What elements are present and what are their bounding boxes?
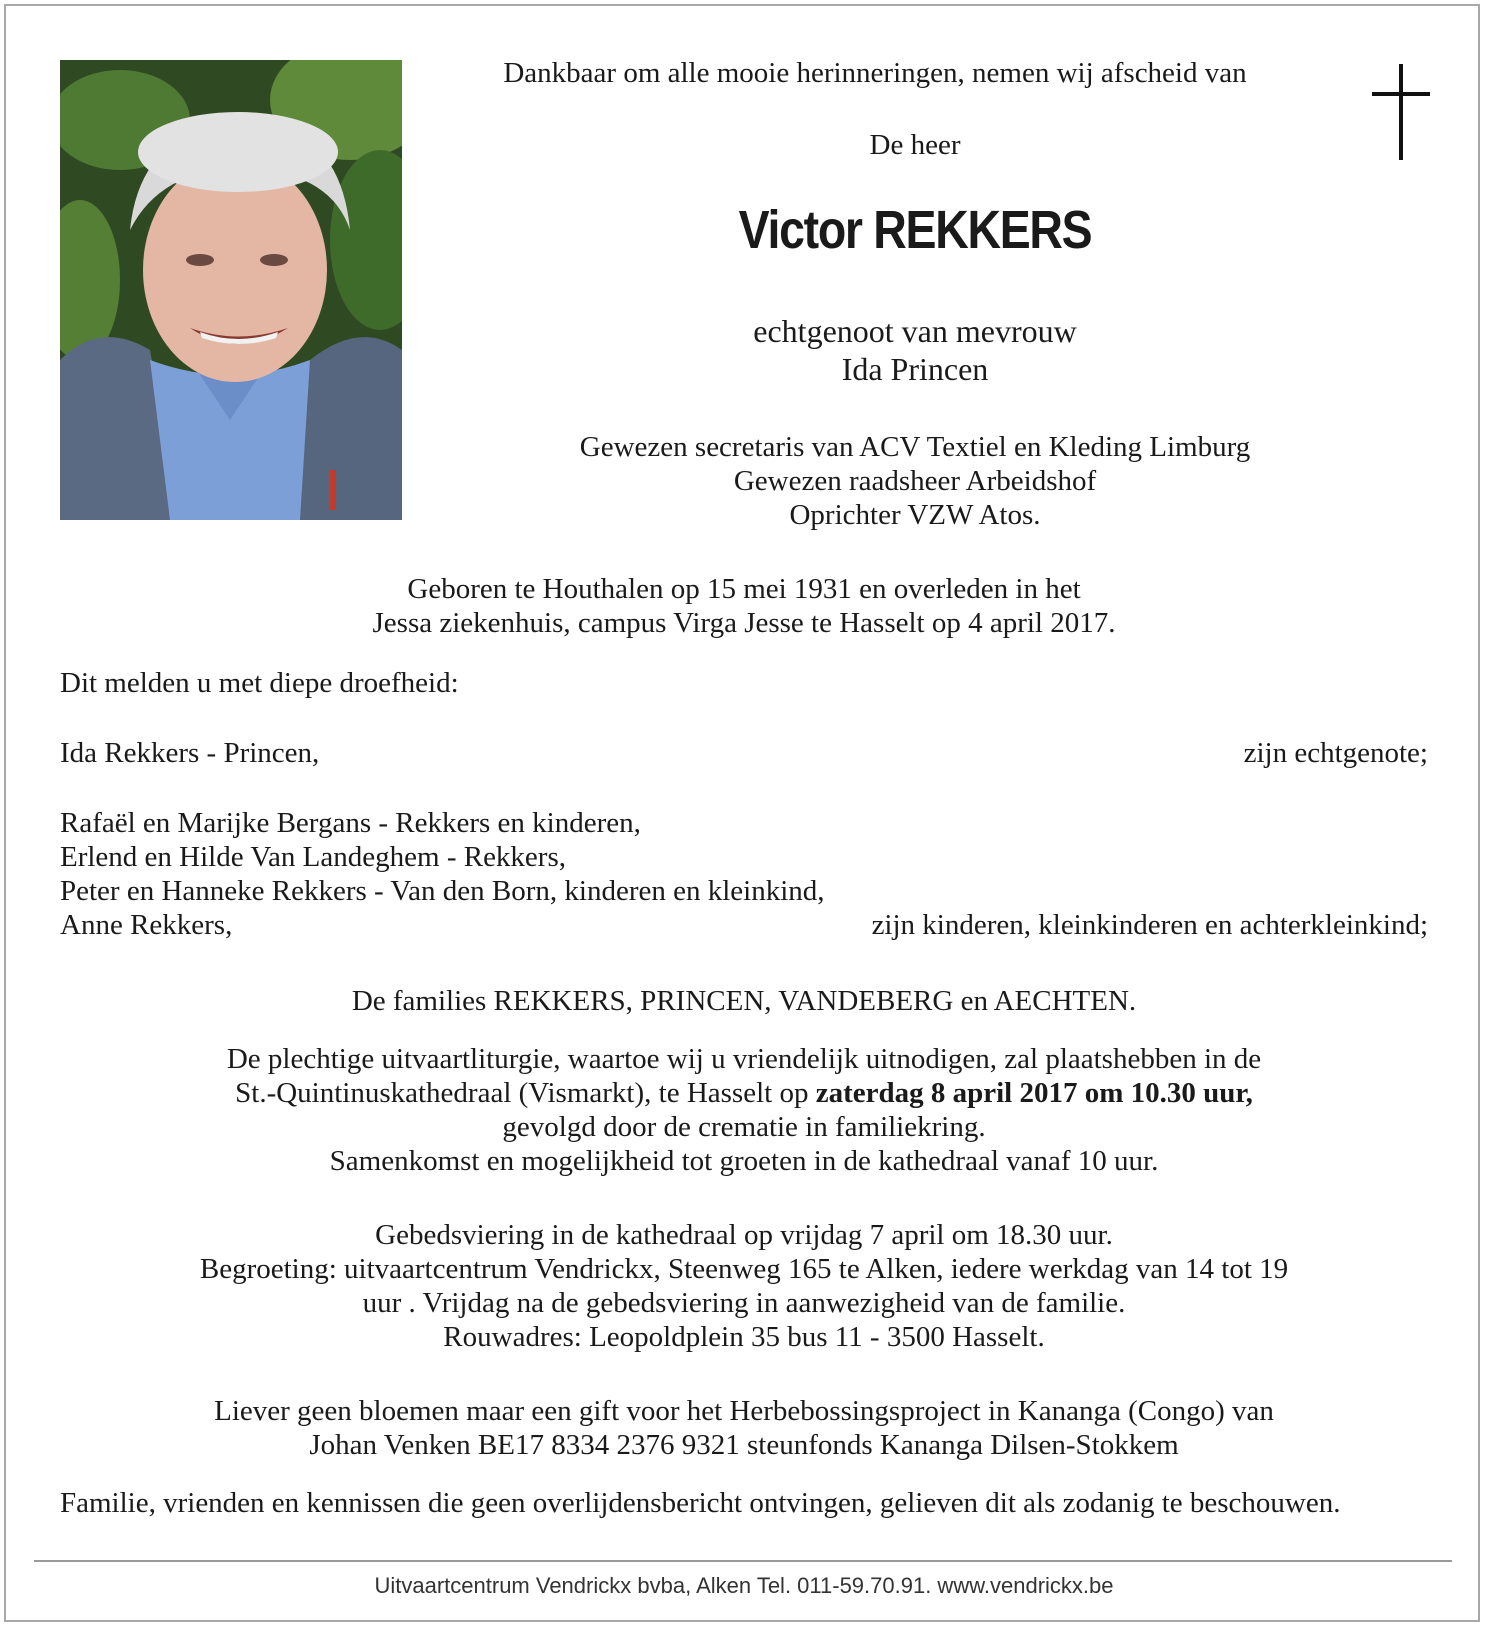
portrait-photo xyxy=(60,60,402,520)
flowers-line: Johan Venken BE17 8334 2376 9321 steunfonds Kananga Dilsen-Stokkem xyxy=(309,1429,1179,1461)
child-line: Rafaël en Marijke Bergans - Rekkers en kinderen, xyxy=(60,807,641,839)
flowers-line: Liever geen bloemen maar een gift voor het Herbebossingsproject in Kananga (Congo) van xyxy=(214,1395,1274,1427)
prayer-line: Gebedsviering in de kathedraal op vrijdag 7 april om 18.30 uur. xyxy=(375,1219,1113,1251)
children-relation: zijn kinderen, kleinkinderen en achterkleinkind; xyxy=(871,909,1428,941)
deceased-name: Victor REKKERS xyxy=(738,200,1092,260)
prayer-line: Begroeting: uitvaartcentrum Vendrickx, Steenweg 165 te Alken, iedere werkdag van 14 tot 19 xyxy=(199,1253,1289,1285)
spouse-block xyxy=(420,312,1410,388)
footer-text: Uitvaartcentrum Vendrickx bvba, Alken Tel. 011-59.70.91. www.vendrickx.be xyxy=(374,1573,1114,1598)
salutation: De heer xyxy=(869,129,961,161)
liturgy-place: St.-Quintinuskathedraal (Vismarkt), te Hasselt op xyxy=(235,1077,816,1109)
prayer-line: Rouwadres: Leopoldplein 35 bus 11 - 3500 Hasselt. xyxy=(443,1321,1045,1353)
notify-text: Familie, vrienden en kennissen die geen overlijdensbericht ontvingen, gelieven dit als zodanig te beschouwen. xyxy=(60,1487,1341,1519)
birth-death-line: Geboren te Houthalen op 15 mei 1931 en overleden in het xyxy=(407,573,1081,605)
families-text: De families REKKERS, PRINCEN, VANDEBERG en AECHTEN. xyxy=(351,985,1137,1017)
child-line: Anne Rekkers, xyxy=(60,909,233,941)
liturgy-line: De plechtige uitvaartliturgie, waartoe wij u vriendelijk uitnodigen, zal plaatshebben in de xyxy=(226,1043,1262,1075)
spouse-line-2: Ida Princen xyxy=(841,351,989,387)
spouse-row-name: Ida Rekkers - Princen, xyxy=(60,737,320,769)
child-line: Erlend en Hilde Van Landeghem - Rekkers, xyxy=(60,841,566,873)
title-line: Oprichter VZW Atos. xyxy=(789,499,1041,531)
child-line: Peter en Hanneke Rekkers - Van den Born, kinderen en kleinkind, xyxy=(60,875,825,907)
spouse-row-relation: zijn echtgenote; xyxy=(1243,737,1428,769)
liturgy-block xyxy=(60,1042,1428,1178)
footer-divider xyxy=(34,1560,1452,1562)
intro-text: Dankbaar om alle mooie herinneringen, nemen wij afscheid van xyxy=(503,57,1247,89)
flowers-block xyxy=(60,1394,1428,1462)
liturgy-line: Samenkomst en mogelijkheid tot groeten in de kathedraal vanaf 10 uur. xyxy=(329,1145,1159,1177)
liturgy-line xyxy=(60,1076,1428,1110)
liturgy-datetime: zaterdag 8 april 2017 om 10.30 uur, xyxy=(815,1077,1253,1109)
spouse-line-1: echtgenoot van mevrouw xyxy=(753,313,1077,349)
birth-death-block xyxy=(60,572,1428,640)
birth-death-line: Jessa ziekenhuis, campus Virga Jesse te Hasselt op 4 april 2017. xyxy=(372,607,1116,639)
titles-block xyxy=(420,430,1410,532)
title-line: Gewezen raadsheer Arbeidshof xyxy=(733,465,1097,497)
prayer-block xyxy=(60,1218,1428,1354)
announce-text: Dit melden u met diepe droefheid: xyxy=(60,667,459,699)
liturgy-line: gevolgd door de crematie in familiekring. xyxy=(502,1111,986,1143)
title-line: Gewezen secretaris van ACV Textiel en Kleding Limburg xyxy=(579,431,1251,463)
prayer-line: uur . Vrijdag na de gebedsviering in aanwezigheid van de familie. xyxy=(362,1287,1126,1319)
